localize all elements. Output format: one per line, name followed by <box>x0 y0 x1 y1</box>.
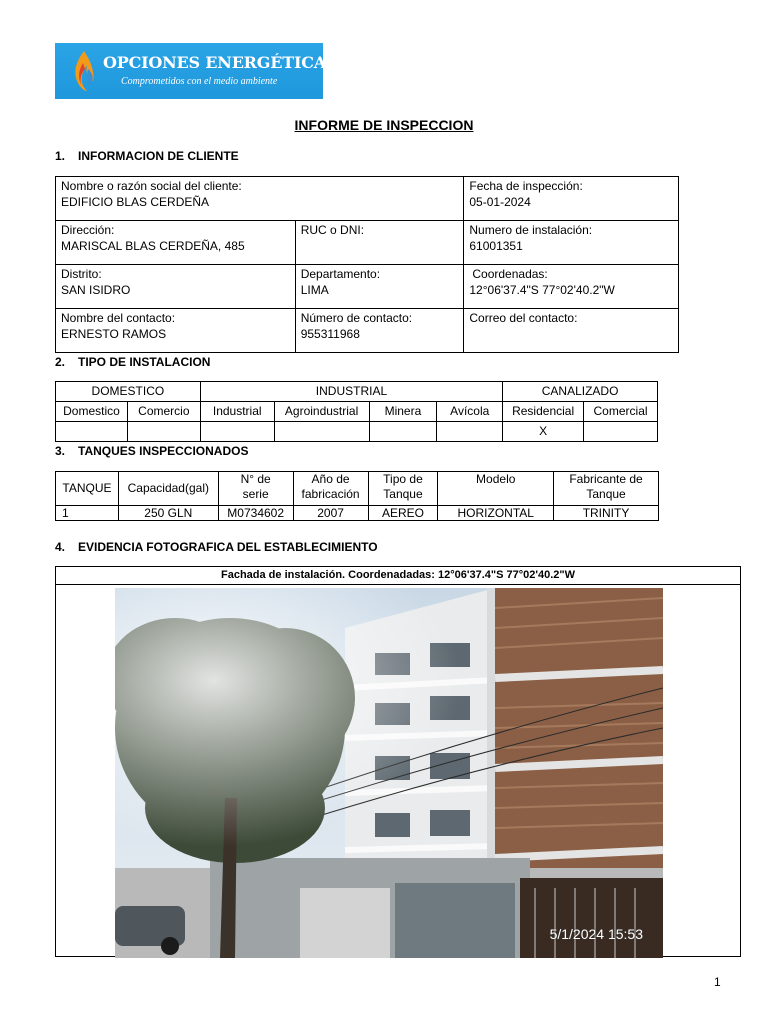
sub-domestico: Domestico <box>56 402 128 422</box>
district-label: Distrito: <box>61 267 102 281</box>
address-label: Dirección: <box>61 223 115 237</box>
logo-brand: OPCIONES ENERGÉTICAS SAC <box>103 53 379 72</box>
tank-header-type <box>368 472 438 506</box>
section-label: EVIDENCIA FOTOGRAFICA DEL ESTABLECIMIENTO <box>78 540 378 554</box>
table-row <box>56 506 659 521</box>
mark-avicola <box>437 422 503 442</box>
installation-number-value: 61001351 <box>469 239 523 253</box>
tank-cell-model: HORIZONTAL <box>438 506 554 521</box>
section-label: TIPO DE INSTALACION <box>78 355 211 369</box>
mark-industrial <box>200 422 274 442</box>
coordinates-cell <box>464 265 679 309</box>
section-label: INFORMACION DE CLIENTE <box>78 149 239 163</box>
group-domestico: DOMESTICO <box>56 382 201 402</box>
tank-cell-year: 2007 <box>293 506 368 521</box>
tank-cell-type: AEREO <box>368 506 438 521</box>
building-illustration <box>115 588 663 958</box>
section-heading-photo <box>55 540 378 554</box>
sub-comercial: Comercial <box>584 402 658 422</box>
mark-domestico <box>56 422 128 442</box>
tank-header-tanque: TANQUE <box>56 472 119 506</box>
inspection-date-cell <box>464 177 679 221</box>
page-number: 1 <box>714 975 721 989</box>
address-value: MARISCAL BLAS CERDEÑA, 485 <box>61 239 245 253</box>
sub-comercio: Comercio <box>127 402 200 422</box>
ruc-label: RUC o DNI: <box>300 223 365 237</box>
tank-header-capacity: Capacidad(gal) <box>118 472 218 506</box>
group-industrial: INDUSTRIAL <box>200 382 502 402</box>
building-photo <box>115 588 663 958</box>
section-number: 1. <box>55 149 66 163</box>
tank-header-serial-text: N° de serie <box>240 472 271 501</box>
photo-caption: Fachada de instalación. Coordenadadas: 12°06'37.4"S 77°02'40.2"W <box>56 567 740 585</box>
section-heading-install-type <box>55 355 210 369</box>
address-cell <box>56 221 296 265</box>
sub-residencial: Residencial <box>503 402 584 422</box>
installation-number-cell <box>464 221 679 265</box>
contact-name-value: ERNESTO RAMOS <box>61 327 167 341</box>
sub-industrial: Industrial <box>200 402 274 422</box>
tank-cell-capacity: 250 GLN <box>118 506 218 521</box>
client-name-cell <box>56 177 464 221</box>
mark-residencial: X <box>503 422 584 442</box>
sub-agroindustrial: Agroindustrial <box>274 402 369 422</box>
contact-phone-value: 955311968 <box>300 327 360 341</box>
tank-header-model: Modelo <box>438 472 554 506</box>
tank-header-type-text: Tipo de Tanque <box>383 472 423 501</box>
tank-header-maker <box>554 472 659 506</box>
contact-email-label: Correo del contacto: <box>469 311 578 325</box>
mark-agroindustrial <box>274 422 369 442</box>
photo-timestamp: 5/1/2024 15:53 <box>549 926 643 942</box>
client-name-value: EDIFICIO BLAS CERDEÑA <box>61 195 210 209</box>
department-value: LIMA <box>300 283 329 297</box>
coordinates-label: Coordenadas: <box>472 267 548 281</box>
flame-icon <box>69 49 99 93</box>
contact-phone-label: Número de contacto: <box>300 311 413 325</box>
logo-tagline: Comprometidos con el medio ambiente <box>121 76 278 87</box>
section-heading-client <box>55 149 239 163</box>
district-cell <box>56 265 296 309</box>
ruc-cell <box>295 221 464 265</box>
tank-cell-serial: M0734602 <box>218 506 293 521</box>
tank-cell-maker: TRINITY <box>554 506 659 521</box>
section-number: 4. <box>55 540 66 554</box>
section-number: 2. <box>55 355 66 369</box>
inspection-date-label: Fecha de inspección: <box>469 179 583 193</box>
tank-header-serial <box>218 472 293 506</box>
sub-minera: Minera <box>369 402 437 422</box>
section-heading-tanks <box>55 444 248 458</box>
client-name-label: Nombre o razón social del cliente: <box>61 179 242 193</box>
tank-cell-number: 1 <box>56 506 119 521</box>
contact-name-cell <box>56 309 296 353</box>
section-label: TANQUES INSPECCIONADOS <box>78 444 249 458</box>
contact-email-cell <box>464 309 679 353</box>
contact-name-label: Nombre del contacto: <box>61 311 176 325</box>
mark-comercial <box>584 422 658 442</box>
department-cell <box>295 265 464 309</box>
install-type-table <box>55 381 658 442</box>
group-canalizado: CANALIZADO <box>503 382 658 402</box>
report-title: INFORME DE INSPECCION <box>294 117 474 133</box>
contact-phone-cell <box>295 309 464 353</box>
tank-header-maker-text: Fabricante de Tanque <box>569 472 643 501</box>
tanks-table <box>55 471 659 521</box>
mark-comercio <box>127 422 200 442</box>
company-logo <box>55 43 379 99</box>
inspection-date-value: 05-01-2024 <box>469 195 531 209</box>
sub-avicola: Avícola <box>437 402 503 422</box>
section-number: 3. <box>55 444 66 458</box>
department-label: Departamento: <box>300 267 381 281</box>
coordinates-value: 12°06'37.4"S 77°02'40.2"W <box>469 283 615 297</box>
mark-minera <box>369 422 437 442</box>
client-info-table <box>55 176 679 353</box>
tank-header-year-text: Año de fabricación <box>301 472 360 501</box>
district-value: SAN ISIDRO <box>61 283 131 297</box>
tank-header-year <box>293 472 368 506</box>
photo-evidence-box <box>55 566 741 957</box>
installation-number-label: Numero de instalación: <box>469 223 593 237</box>
